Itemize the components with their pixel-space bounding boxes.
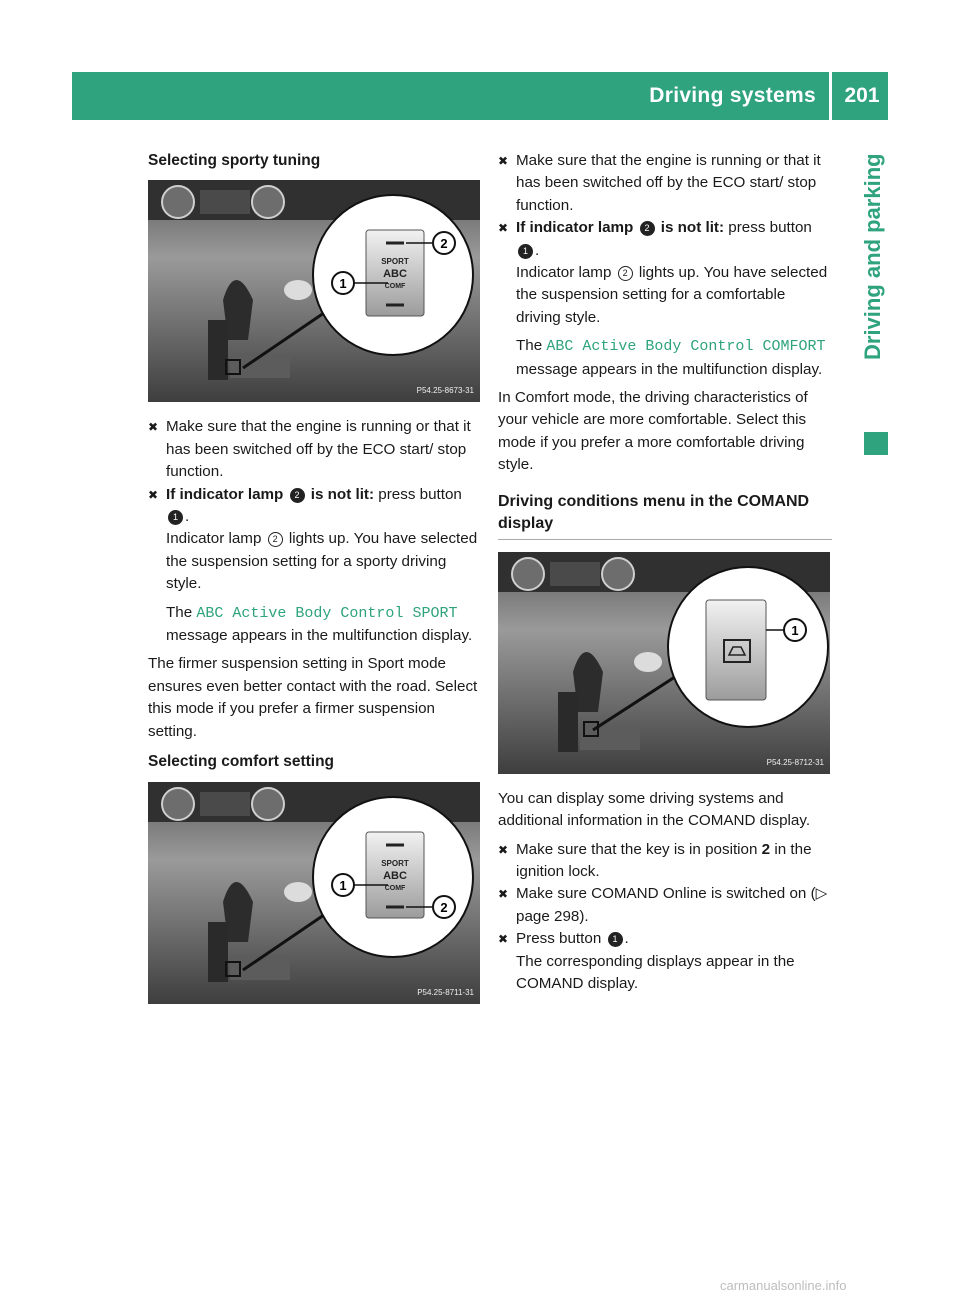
section-title: Driving systems bbox=[649, 84, 816, 107]
left-column bbox=[148, 150, 482, 1018]
step: ✖ Make sure that the key is in position 2 in the ignition lock. bbox=[498, 840, 812, 880]
display-message-code: ABC Active Body Control SPORT bbox=[196, 604, 458, 622]
button-number: 1 bbox=[608, 932, 623, 947]
chapter-tab-marker bbox=[864, 432, 888, 455]
page-number: 201 bbox=[844, 84, 880, 107]
step-arrow-icon: ✖ bbox=[498, 932, 509, 947]
button-number: 1 bbox=[168, 510, 183, 525]
step-result: Indicator lamp 2 lights up. You have selected the suspension setting for a sporty driving style. bbox=[166, 530, 478, 593]
paragraph: In Comfort mode, the driving characteristics of your vehicle are more comfortable. Select this mode if you prefer a more comfortable driving style. bbox=[498, 389, 808, 474]
display-message-code: ABC Active Body Control COMFORT bbox=[546, 338, 826, 356]
display-message: The ABC Active Body Control COMFORT message appears in the multifunction display. bbox=[516, 337, 826, 378]
step: ✖ If indicator lamp 2 is not lit: press button 1 . bbox=[498, 219, 812, 259]
step: ✖ Press button 1 . bbox=[498, 928, 832, 950]
button-number: 1 bbox=[518, 244, 533, 259]
callout-1: 1 bbox=[339, 276, 347, 292]
step-arrow-icon: ✖ bbox=[148, 420, 159, 435]
abc-label: ABC bbox=[383, 869, 407, 882]
callout-1: 1 bbox=[339, 877, 347, 893]
step: ✖ Make sure that the engine is running or that it has been switched off by the ECO start/ stop function. bbox=[148, 418, 471, 481]
watermark: carmanualsonline.info bbox=[720, 1278, 847, 1293]
image-code: P54.25-8712-31 bbox=[766, 757, 824, 767]
sport-label: SPORT bbox=[381, 858, 409, 868]
comand-button-photo bbox=[498, 552, 830, 774]
paragraph: The firmer suspension setting in Sport mode ensures even better contact with the road. Select this mode if you prefer a firmer suspension setting. bbox=[148, 655, 478, 740]
abc-label: ABC bbox=[383, 268, 407, 281]
step-arrow-icon: ✖ bbox=[148, 487, 159, 502]
page-ref-link[interactable]: (▷ page 298). bbox=[516, 885, 828, 925]
step: ✖ Make sure that the engine is running or that it has been switched off by the ECO start/ stop function. bbox=[498, 152, 821, 214]
heading-sporty-tuning: Selecting sporty tuning bbox=[148, 152, 321, 169]
sport-label: SPORT bbox=[381, 257, 409, 267]
step-arrow-icon: ✖ bbox=[498, 887, 509, 902]
step-result: Indicator lamp 2 lights up. You have selected the suspension setting for a comfortable driving style. bbox=[516, 264, 828, 326]
indicator-number: 2 bbox=[290, 488, 305, 503]
step: ✖ Make sure COMAND Online is switched on (▷ page 298). bbox=[498, 885, 828, 925]
step-arrow-icon: ✖ bbox=[498, 842, 509, 857]
step-result: The corresponding displays appear in the COMAND display. bbox=[516, 952, 795, 992]
callout-1: 1 bbox=[791, 622, 799, 638]
step-arrow-icon: ✖ bbox=[498, 154, 509, 168]
display-message: The ABC Active Body Control SPORT message appears in the multifunction display. bbox=[166, 603, 473, 645]
comf-label: COMF bbox=[384, 884, 406, 892]
callout-2: 2 bbox=[440, 899, 448, 915]
indicator-number: 2 bbox=[268, 532, 283, 547]
image-code: P54.25-8673-31 bbox=[416, 386, 474, 396]
step: ✖ If indicator lamp 2 is not lit: press button 1 . bbox=[148, 485, 462, 526]
indicator-number: 2 bbox=[640, 221, 655, 236]
step-arrow-icon: ✖ bbox=[498, 221, 509, 236]
sport-button-photo bbox=[148, 180, 480, 402]
paragraph: You can display some driving systems and additional information in the COMAND display. bbox=[498, 789, 811, 830]
header-divider bbox=[829, 72, 832, 120]
comf-label: COMF bbox=[384, 283, 406, 291]
heading-comfort-setting: Selecting comfort setting bbox=[148, 753, 335, 771]
right-column bbox=[498, 150, 832, 995]
indicator-number: 2 bbox=[618, 266, 633, 281]
image-code: P54.25-8711-31 bbox=[417, 987, 474, 997]
comfort-button-photo bbox=[148, 782, 480, 1004]
heading-driving-conditions-menu: Driving conditions menu in the COMAND display bbox=[498, 491, 832, 540]
callout-2: 2 bbox=[440, 236, 448, 252]
chapter-tab-label: Driving and parking bbox=[860, 153, 885, 360]
